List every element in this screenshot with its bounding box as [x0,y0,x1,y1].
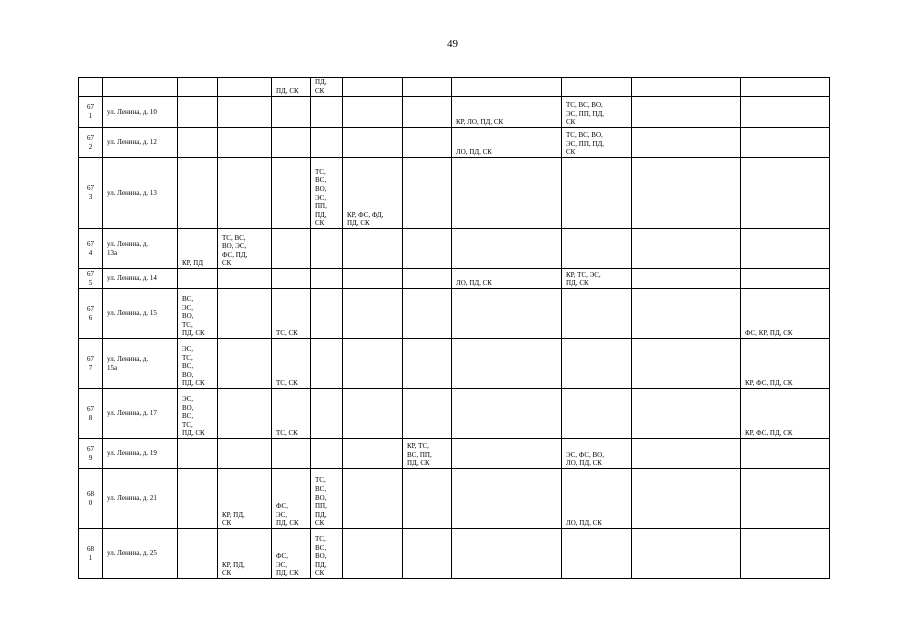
work-type-cell [741,269,830,289]
work-type-cell: ЭС, ФС, ВО, ЛО, ПД, СК [562,439,632,469]
work-type-cell: КР, ТС, ЭС, ПД, СК [562,269,632,289]
work-type-cell [343,229,403,269]
work-type-cell [632,469,741,529]
row-number-cell: 67 6 [79,289,103,339]
table-row [79,439,830,469]
work-type-cell [311,339,343,389]
work-type-cell: КР, ПД [178,229,218,269]
work-type-cell [741,469,830,529]
work-type-cell: ЛО, ПД, СК [562,469,632,529]
work-type-cell: ТС, ВС, ВО, ЭС, ПП, ПД, СК [562,97,632,128]
work-type-cell [452,158,562,229]
work-type-cell [452,78,562,97]
work-type-cell: ТС, ВС, ВО, ЭС, ПП, ПД, СК [311,158,343,229]
work-type-cell [218,439,272,469]
work-type-cell [562,529,632,579]
address-cell: ул. Ленина, д. 13а [103,229,178,269]
work-type-cell [178,469,218,529]
table-row [79,158,830,229]
table-row [79,97,830,128]
work-type-cell [403,97,452,128]
work-type-cell [562,78,632,97]
work-type-cell [218,339,272,389]
work-type-cell [343,389,403,439]
work-type-cell [632,529,741,579]
work-type-cell [178,128,218,158]
work-type-cell [403,269,452,289]
row-number-cell: 68 1 [79,529,103,579]
work-type-cell [741,128,830,158]
row-number-cell [79,78,103,97]
table-row [79,469,830,529]
work-type-cell [403,529,452,579]
address-cell: ул. Ленина, д. 25 [103,529,178,579]
work-type-cell [311,97,343,128]
work-type-cell [452,469,562,529]
table-row [79,389,830,439]
work-type-cell [562,229,632,269]
work-type-cell [311,269,343,289]
work-type-cell [403,229,452,269]
work-type-cell: КР, ФС, ПД, СК [741,389,830,439]
work-type-cell: ПД, СК [272,78,311,97]
address-cell: ул. Ленина, д. 10 [103,97,178,128]
work-type-cell [311,289,343,339]
work-type-cell: КР, ЛО, ПД, СК [452,97,562,128]
work-type-cell [218,389,272,439]
work-type-cell [311,439,343,469]
work-type-cell [403,289,452,339]
work-type-cell: КР, ПД, СК [218,469,272,529]
address-cell: ул. Ленина, д. 21 [103,469,178,529]
work-type-cell [178,529,218,579]
work-type-cell: ТС, ВС, ВО, ЭС, ФС, ПД, СК [218,229,272,269]
address-cell: ул. Ленина, д. 14 [103,269,178,289]
work-type-cell [741,229,830,269]
work-type-cell [178,97,218,128]
work-type-cell [403,78,452,97]
work-type-cell [403,389,452,439]
work-type-cell [741,78,830,97]
work-type-cell [452,289,562,339]
work-type-cell [741,97,830,128]
table-row [79,78,830,97]
work-type-cell [218,269,272,289]
work-type-cell [178,158,218,229]
address-cell [103,78,178,97]
address-cell: ул. Ленина, д. 15 [103,289,178,339]
row-number-cell: 67 5 [79,269,103,289]
work-type-cell [632,78,741,97]
work-type-cell [218,78,272,97]
work-type-cell [741,158,830,229]
work-type-cell [403,128,452,158]
work-type-cell [218,128,272,158]
work-type-cell: ФС, ЭС, ПД, СК [272,469,311,529]
work-type-cell [741,529,830,579]
work-type-cell [632,339,741,389]
work-type-cell [632,389,741,439]
work-type-cell [562,289,632,339]
table-row [79,289,830,339]
work-type-cell: ТС, ВС, ВО, ПП, ПД, СК [311,469,343,529]
work-type-cell [632,229,741,269]
row-number-cell: 67 4 [79,229,103,269]
work-type-cell [178,78,218,97]
work-type-cell [632,269,741,289]
row-number-cell: 67 8 [79,389,103,439]
work-type-cell: КР, ТС, ВС, ПП, ПД, СК [403,439,452,469]
table-row [79,339,830,389]
work-type-cell [272,158,311,229]
work-type-cell: ЛО, ПД, СК [452,269,562,289]
work-type-cell [272,128,311,158]
work-type-cell [343,128,403,158]
work-type-cell: ТС, СК [272,339,311,389]
work-type-cell: ЛО, ПД, СК [452,128,562,158]
work-type-cell: КР, ФС, ФД, ПД, СК [343,158,403,229]
work-type-cell [452,339,562,389]
table-row [79,529,830,579]
work-type-cell [403,339,452,389]
page-number: 49 [447,38,458,50]
table-row [79,128,830,158]
work-type-cell: КР, ФС, ПД, СК [741,339,830,389]
work-type-cell [218,289,272,339]
table-row [79,269,830,289]
address-cell: ул. Ленина, д. 12 [103,128,178,158]
work-type-cell: ТС, ВС, ВО, ЭС, ПП, ПД, СК [562,128,632,158]
work-type-cell [343,469,403,529]
table-row [79,229,830,269]
address-cell: ул. Ленина, д. 17 [103,389,178,439]
work-type-cell: ЭС, ТС, ВС, ВО, ПД, СК [178,339,218,389]
address-cell: ул. Ленина, д. 15а [103,339,178,389]
work-type-cell [272,269,311,289]
work-type-cell [452,439,562,469]
work-type-cell [343,78,403,97]
work-type-cell [272,439,311,469]
work-type-cell: ТС, СК [272,289,311,339]
row-number-cell: 67 7 [79,339,103,389]
work-type-cell [632,158,741,229]
work-type-cell [403,469,452,529]
work-type-cell [311,229,343,269]
work-type-cell: ФС, КР, ПД, СК [741,289,830,339]
work-type-cell [452,389,562,439]
address-cell: ул. Ленина, д. 19 [103,439,178,469]
work-type-cell [178,269,218,289]
work-type-cell [562,158,632,229]
works-schedule-table [78,77,830,579]
work-type-cell: ЭС, ВО, ВС, ТС, ПД, СК [178,389,218,439]
work-type-cell [632,439,741,469]
work-type-cell: КР, ПД, СК [218,529,272,579]
work-type-cell [343,529,403,579]
work-type-cell [632,128,741,158]
address-cell: ул. Ленина, д. 13 [103,158,178,229]
work-type-cell [403,158,452,229]
work-type-cell [632,289,741,339]
row-number-cell: 67 1 [79,97,103,128]
table-body [79,78,830,579]
work-type-cell [272,97,311,128]
row-number-cell: 67 9 [79,439,103,469]
work-type-cell [562,339,632,389]
work-type-cell [311,128,343,158]
work-type-cell [741,439,830,469]
work-type-cell [562,389,632,439]
work-type-cell [178,439,218,469]
work-type-cell [311,389,343,439]
work-type-cell: ФС, ЭС, ПД, СК [272,529,311,579]
row-number-cell: 67 2 [79,128,103,158]
work-type-cell [343,289,403,339]
row-number-cell: 68 0 [79,469,103,529]
row-number-cell: 67 3 [79,158,103,229]
work-type-cell [343,269,403,289]
work-type-cell: ТС, СК [272,389,311,439]
work-type-cell [632,97,741,128]
work-type-cell: ПД, СК [311,78,343,97]
work-type-cell [343,339,403,389]
work-type-cell [272,229,311,269]
work-type-cell [218,97,272,128]
work-type-cell [218,158,272,229]
work-type-cell [343,97,403,128]
work-type-cell: ВС, ЭС, ВО, ТС, ПД, СК [178,289,218,339]
work-type-cell [452,229,562,269]
work-type-cell: ТС, ВС, ВО, ПД, СК [311,529,343,579]
work-type-cell [343,439,403,469]
work-type-cell [452,529,562,579]
